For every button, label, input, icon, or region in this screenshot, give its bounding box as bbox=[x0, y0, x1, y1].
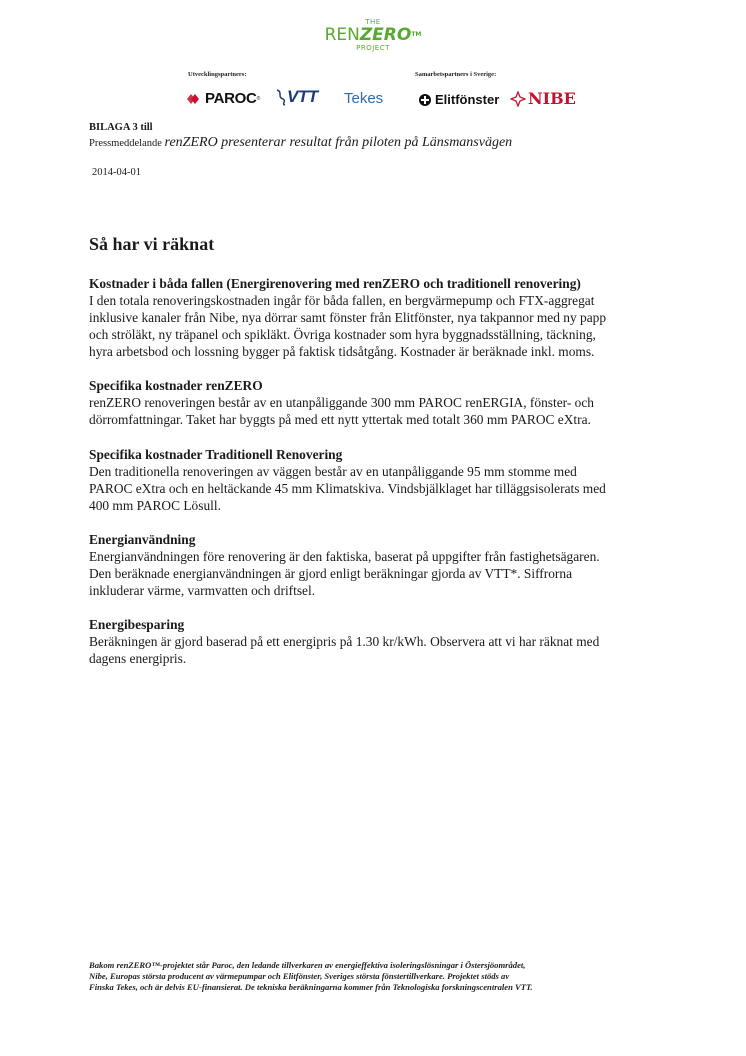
paroc-logo: PAROC ® bbox=[187, 90, 260, 107]
bilaga-label: BILAGA 3 till bbox=[89, 122, 153, 133]
section-title: Energianvändning bbox=[89, 532, 196, 547]
section-line: Energianvändningen före renovering är den faktiska, baserat på uppgifter från fastighetsägaren. bbox=[89, 549, 600, 564]
section-specifika-renzero bbox=[89, 377, 679, 428]
tekes-text: Tekes bbox=[344, 90, 384, 107]
vtt-text: VTT bbox=[287, 87, 318, 106]
brand-tm: TM bbox=[411, 31, 422, 38]
section-line: I den totala renoveringskostnaden ingår för båda fallen, en bergvärmepump och FTX-aggregat bbox=[89, 293, 595, 308]
section-line: och ströläkt, ny träpanel och spikläkt. Övriga kostnader som hyra byggnadsställning, täckning, bbox=[89, 327, 596, 342]
paroc-diamond-icon bbox=[187, 92, 205, 106]
footer-line: Finska Tekes, och är delvis EU-finansierat. De tekniska beräkningarna kommer från Teknologiska forskningscentralen VTT. bbox=[89, 982, 533, 992]
collab-partners-label: Samarbetspartners i Sverige: bbox=[415, 71, 497, 78]
page-title: Så har vi räknat bbox=[89, 234, 215, 254]
section-specifika-traditionell bbox=[89, 446, 679, 514]
paroc-text: PAROC bbox=[205, 90, 257, 107]
nibe-logo bbox=[510, 89, 576, 108]
vtt-logo bbox=[275, 87, 318, 107]
section-line: dörromfattningar. Taket har byggts på med ett nytt yttertak med totalt 360 mm PAROC eXtra. bbox=[89, 412, 591, 427]
elitfonster-text: Elitfönster bbox=[435, 92, 500, 107]
footer-line: Bakom renZERO™-projektet står Paroc, den ledande tillverkaren av energieffektiva isoleringslösningar i Östersjöområdet, bbox=[89, 960, 526, 970]
footer-note bbox=[89, 960, 659, 993]
press-line bbox=[89, 135, 512, 151]
tekes-logo bbox=[344, 90, 383, 107]
section-line: inkluderar värme, varmvatten och driftsel. bbox=[89, 583, 316, 598]
brand-the: THE bbox=[365, 18, 381, 26]
press-label: Pressmeddelande bbox=[89, 138, 162, 149]
section-title: Kostnader i båda fallen (Energirenovering med renZERO och traditionell renovering) bbox=[89, 276, 581, 291]
section-title: Specifika kostnader renZERO bbox=[89, 378, 263, 393]
section-line: renZERO renoveringen består av en utanpåliggande 300 mm PAROC renERGIA, fönster- och bbox=[89, 395, 594, 410]
brand-wordmark bbox=[0, 26, 746, 44]
section-line: inklusive kanaler från Nibe, nya dörrar samt fönster från Elitfönster, nya takpannor med ny papp bbox=[89, 310, 607, 325]
elitfonster-circle-icon bbox=[418, 93, 432, 107]
dev-partners-label: Utvecklingspartners: bbox=[188, 71, 247, 78]
elitfonster-logo bbox=[418, 92, 499, 107]
section-energibesparing bbox=[89, 616, 679, 667]
section-line: PAROC eXtra och en heltäckande 45 mm Klimatskiva. Vindsbjälklaget har tilläggsisolerats med bbox=[89, 481, 606, 496]
section-line: Den beräknade energianvändningen är gjord enligt beräkningar gjorda av VTT*. Siffrorna bbox=[89, 566, 573, 581]
brand-ren: REN bbox=[324, 25, 360, 45]
section-title: Energibesparing bbox=[89, 617, 185, 632]
section-line: hyra arbetsbod och lossning bygger på faktisk tidsåtgång. Kostnader är beräknade inkl. moms. bbox=[89, 344, 595, 359]
footer-line: Nibe, Europas största producent av värmepumpar och Elitfönster, Sveriges största fönstertillverkare. Projektet stöds av bbox=[89, 971, 510, 981]
section-energianvandning bbox=[89, 531, 679, 599]
brand-zero: ZERO bbox=[359, 25, 412, 45]
section-line: 400 mm PAROC Lösull. bbox=[89, 498, 221, 513]
press-title: renZERO presenterar resultat från piloten på Länsmansvägen bbox=[164, 135, 513, 150]
section-title: Specifika kostnader Traditionell Renovering bbox=[89, 447, 343, 462]
section-line: Den traditionella renoveringen av väggen består av en utanpåliggande 95 mm stomme med bbox=[89, 464, 577, 479]
brand-project: PROJECT bbox=[356, 44, 390, 52]
document-date: 2014-04-01 bbox=[92, 167, 141, 178]
renzero-logo bbox=[0, 18, 746, 52]
nibe-text: NIBE bbox=[528, 89, 576, 108]
section-line: dagens energipris. bbox=[89, 651, 187, 666]
section-kostnader-bada bbox=[89, 275, 679, 360]
vtt-wave-icon bbox=[275, 88, 287, 106]
nibe-star-icon bbox=[510, 91, 526, 107]
section-line: Beräkningen är gjord baserad på ett energipris på 1.30 kr/kWh. Observera att vi har räknat med bbox=[89, 634, 600, 649]
